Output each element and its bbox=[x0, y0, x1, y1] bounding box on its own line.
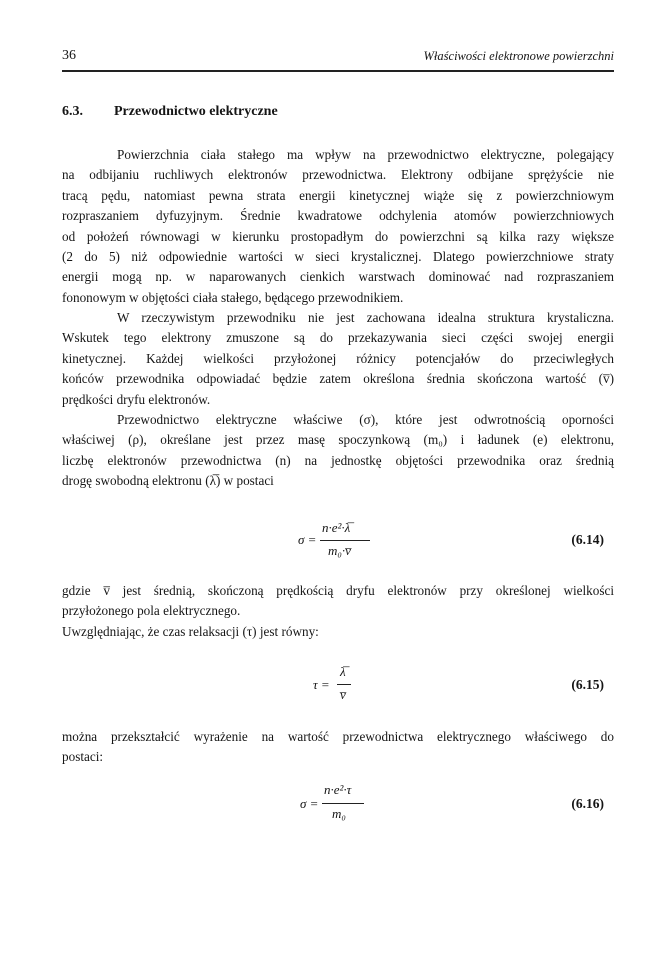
paragraph-5 bbox=[62, 622, 614, 642]
paragraph-1 bbox=[62, 145, 614, 308]
paragraph-3 bbox=[62, 410, 614, 492]
equation-number: (6.16) bbox=[571, 796, 604, 811]
text-line: kinetycznej. Każdej wielkości przyłożonej różnicy potencjałów do przeciwległych bbox=[62, 350, 614, 366]
paragraph-6 bbox=[62, 727, 614, 768]
text-line: od położeń równowagi w kierunku prostopadłym do powierzchni są kilka razy większe bbox=[62, 228, 614, 244]
equation-numerator: n·e²·λ̅ bbox=[322, 520, 351, 535]
equation-numerator: n·e²·τ bbox=[324, 782, 352, 797]
text-line: energii mogą np. w naparowanych cienkich warstwach dominować nad rozpraszaniem bbox=[62, 269, 614, 285]
text-line: Przewodnictwo elektryczne właściwe (σ), które jest odwrotnością oporności bbox=[117, 412, 614, 427]
text-line: fononowym w objętości ciała stałego, będącego przewodnikiem. bbox=[62, 289, 404, 305]
equation-6-14 bbox=[62, 515, 614, 565]
fraction-bar bbox=[322, 803, 364, 804]
paragraph-4 bbox=[62, 581, 614, 622]
equation-denominator: v̅ bbox=[340, 687, 346, 702]
header-rule bbox=[62, 70, 614, 72]
equation-6-16 bbox=[62, 782, 614, 832]
text-line: gdzie v̅ jest średnią, skończoną prędkością dryfu elektronów przy określonej wielkości bbox=[62, 583, 614, 598]
fraction-bar bbox=[320, 540, 370, 541]
equation-lhs: τ = bbox=[313, 677, 330, 692]
text-line: Powierzchnia ciała stałego ma wpływ na przewodnictwo elektryczne, polegający bbox=[117, 147, 614, 162]
page-header bbox=[62, 48, 614, 68]
equation-numerator: λ̅ bbox=[340, 664, 346, 679]
equation-denominator: m₀ bbox=[332, 806, 346, 821]
section-heading bbox=[62, 104, 278, 120]
text-line: W rzeczywistym przewodniku nie jest zachowana idealna struktura krystaliczna. bbox=[117, 310, 614, 325]
text-line: prędkości dryfu elektronów. bbox=[62, 391, 211, 407]
text-line: rozpraszaniem dyfuzyjnym. Średnie kwadratowe odchylenia atomów powierzchniowych bbox=[62, 208, 614, 224]
text-line: właściwej (ρ), określane jest przez masę spoczynkową (m₀) i ładunek (e) elektronu, bbox=[62, 432, 614, 448]
fraction-bar bbox=[337, 684, 351, 685]
text-line: drogę swobodną elektronu (λ̅) w postaci bbox=[62, 473, 274, 489]
equation-lhs: σ = bbox=[298, 532, 317, 547]
paragraph-2 bbox=[62, 308, 614, 410]
text-line: przyłożonego pola elektrycznego. bbox=[62, 603, 241, 619]
equation-denominator: m₀·v̅ bbox=[328, 543, 351, 558]
text-line: tracą pędu, natomiast pewna strata energii kinetycznej wiąże się z powierzchniowym bbox=[62, 187, 614, 203]
text-line: Wskutek tego elektrony zmuszone są do przekazywania sieci części swojej energii bbox=[62, 330, 614, 346]
text-line: (2 do 5) niż odpowiednie wartości w sieci krystalicznej. Dlatego powierzchniowe straty bbox=[62, 248, 614, 264]
equation-number: (6.15) bbox=[571, 677, 604, 692]
text-line: liczbę elektronów przewodnictwa (n) na jednostkę objętości przewodnika oraz średnią bbox=[62, 452, 614, 468]
section-number: 6.3. bbox=[62, 104, 83, 119]
running-title: Właściwości elektronowe powierzchni bbox=[423, 49, 614, 63]
text-line: można przekształcić wyrażenie na wartość przewodnictwa elektrycznego właściwego do bbox=[62, 729, 614, 744]
text-line: na odbijaniu ruchliwych elektronów przewodnictwa. Elektrony odbijane sprężyście nie bbox=[62, 167, 614, 183]
page-number: 36 bbox=[62, 48, 76, 63]
text-line: końców przewodnika odpowiadać będzie zatem określona średnia skończona wartość (v̅) bbox=[62, 371, 614, 387]
text-line: Uwzględniając, że czas relaksacji (τ) jest równy: bbox=[62, 624, 319, 639]
equation-6-15 bbox=[62, 660, 614, 710]
equation-lhs: σ = bbox=[300, 796, 319, 811]
equation-number: (6.14) bbox=[571, 532, 604, 547]
text-line: postaci: bbox=[62, 749, 104, 765]
section-title: Przewodnictwo elektryczne bbox=[114, 104, 278, 119]
